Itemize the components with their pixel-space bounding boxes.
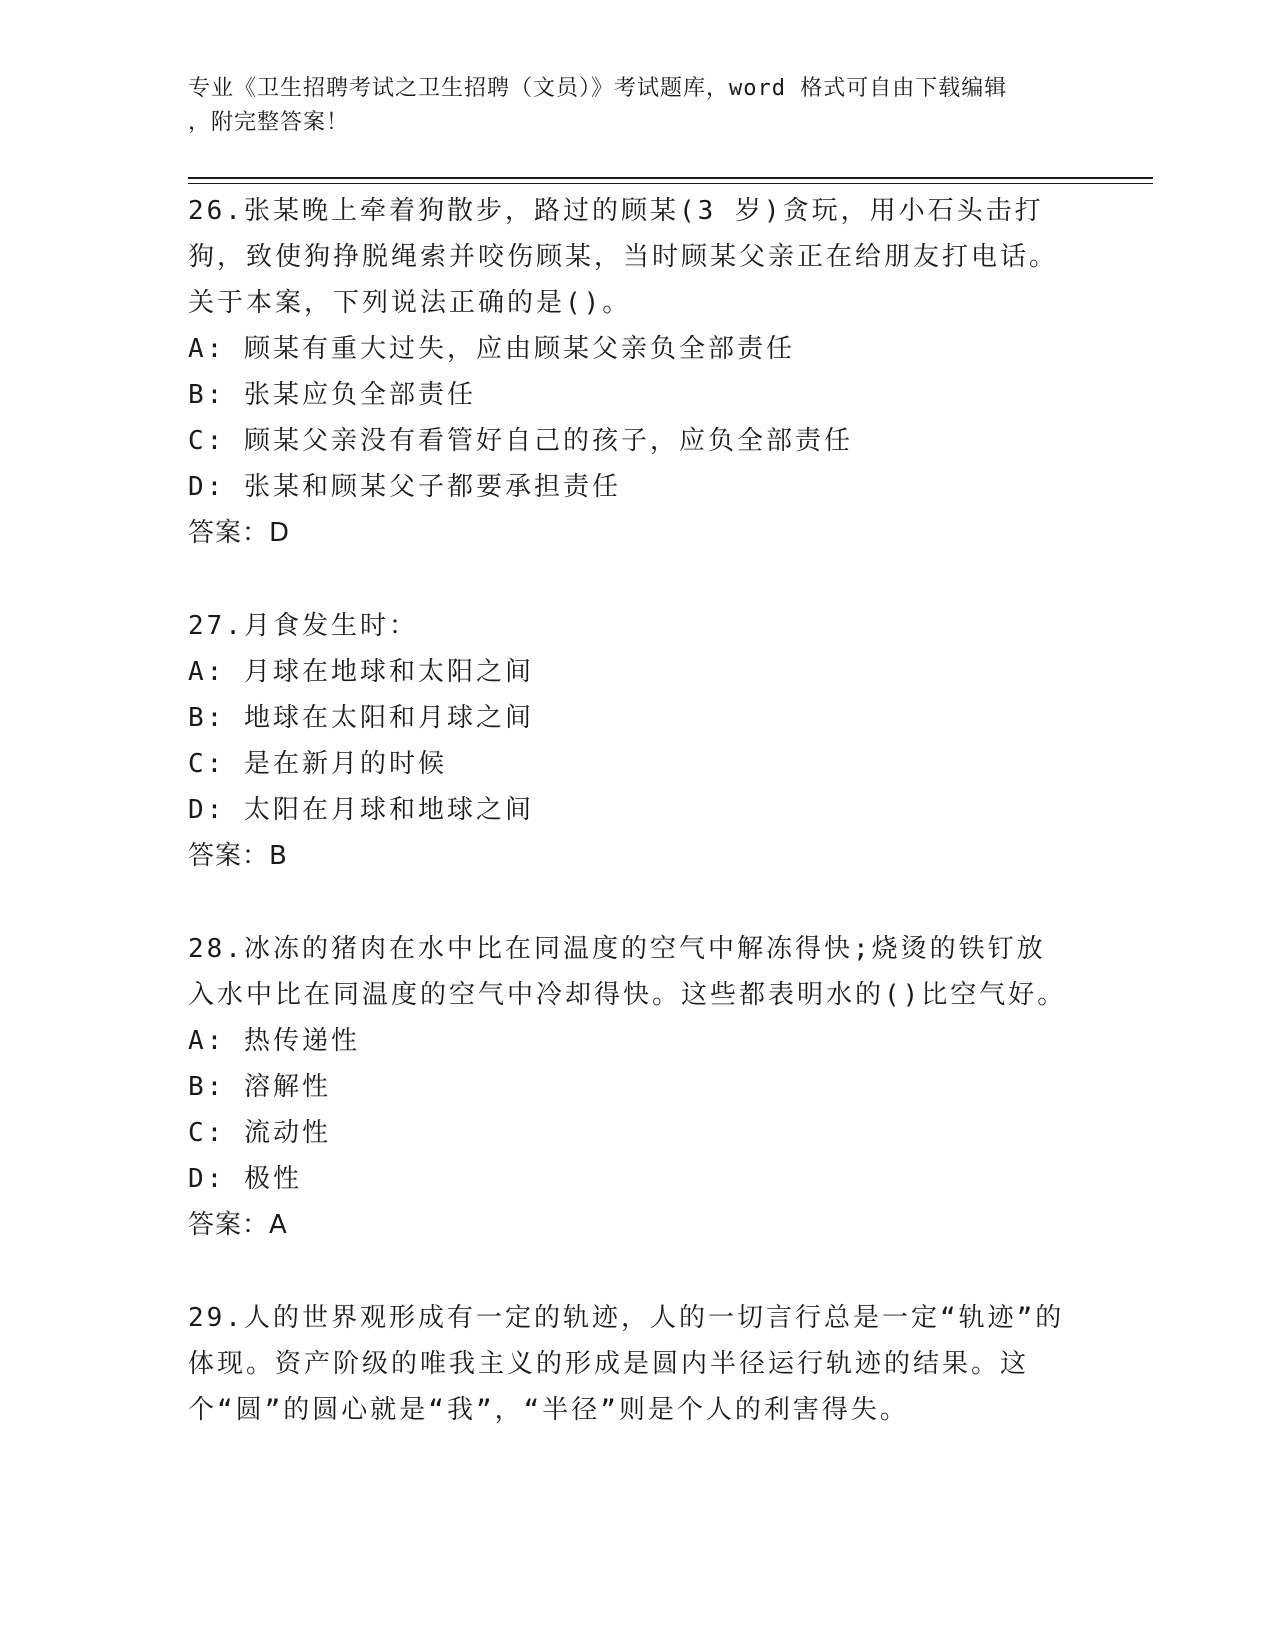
option-a: A: 顾某有重大过失，应由顾某父亲负全部责任 — [188, 334, 795, 364]
answer-line: 答案：A — [188, 1210, 288, 1240]
option-b: B: 地球在太阳和月球之间 — [188, 703, 534, 733]
question-29 — [188, 1295, 1068, 1433]
answer-line: 答案：D — [188, 518, 291, 548]
document-header — [188, 72, 1068, 140]
option-c: C: 是在新月的时候 — [188, 749, 447, 779]
header-rule-thick — [188, 177, 1153, 179]
option-c: C: 流动性 — [188, 1118, 331, 1148]
option-b: B: 溶解性 — [188, 1072, 331, 1102]
option-d: D: 太阳在月球和地球之间 — [188, 795, 534, 825]
question-stem: 27.月食发生时： — [188, 611, 418, 641]
header-rule-thin — [188, 183, 1153, 184]
option-a: A: 热传递性 — [188, 1026, 360, 1056]
option-d: D: 极性 — [188, 1164, 302, 1194]
question-stem: 28.冰冻的猪肉在水中比在同温度的空气中解冻得快;烧烫的铁钉放入水中比在同温度的空气中冷却得快。这些都表明水的()比空气好。 — [188, 934, 1067, 1010]
question-26 — [188, 188, 1068, 556]
option-b: B: 张某应负全部责任 — [188, 380, 476, 410]
question-28 — [188, 926, 1068, 1248]
header-line-1: 专业《卫生招聘考试之卫生招聘（文员）》考试题库，word 格式可自由下载编辑 — [188, 76, 1008, 101]
answer-line: 答案：B — [188, 841, 288, 871]
header-line-2: ，附完整答案！ — [188, 110, 350, 135]
option-a: A: 月球在地球和太阳之间 — [188, 657, 534, 687]
question-stem: 29.人的世界观形成有一定的轨迹，人的一切言行总是一定“轨迹”的体现。资产阶级的唯我主义的形成是圆内半径运行轨迹的结果。这个“圆”的圆心就是“我”，“半径”则是个人的利害得失。 — [188, 1303, 1065, 1425]
question-stem: 26.张某晚上牵着狗散步，路过的顾某(3 岁)贪玩，用小石头击打狗，致使狗挣脱绳索并咬伤顾某，当时顾某父亲正在给朋友打电话。关于本案，下列说法正确的是()。 — [188, 196, 1059, 318]
option-c: C: 顾某父亲没有看管好自己的孩子，应负全部责任 — [188, 426, 853, 456]
question-list — [188, 188, 1068, 1480]
option-d: D: 张某和顾某父子都要承担责任 — [188, 472, 621, 502]
question-27 — [188, 603, 1068, 879]
